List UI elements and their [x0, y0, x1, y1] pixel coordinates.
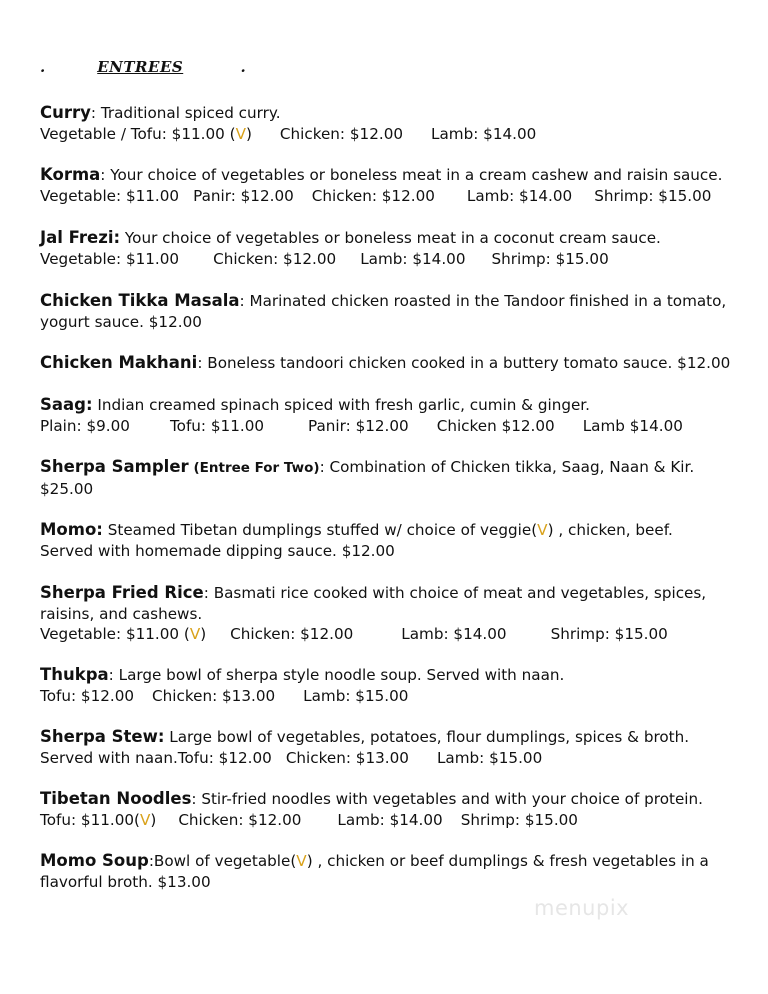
- price-chicken: Chicken: $13.00: [152, 686, 276, 705]
- item-description: Large bowl of vegetables, potatoes, flour dumplings, spices & broth.: [164, 728, 690, 746]
- price-shrimp: Shrimp: $15.00: [491, 249, 609, 268]
- vegan-marker: V: [235, 124, 246, 143]
- item-note: (Entree For Two): [193, 460, 320, 476]
- section-header: [40, 58, 246, 76]
- item-name: Curry: [40, 103, 91, 122]
- menu-item-jal-frezi: [40, 228, 740, 269]
- vegan-marker: V: [537, 521, 548, 539]
- item-description: : Traditional spiced curry.: [90, 104, 281, 122]
- header-trail-dot: .: [240, 58, 247, 76]
- price-lamb: Lamb: $14.00: [360, 249, 466, 268]
- price-vegetable-tofu: Vegetable / Tofu: $11.00 (: [40, 124, 236, 143]
- price-vegetable: Vegetable: $11.00: [40, 249, 180, 268]
- price-panir: Panir: $12.00: [193, 186, 294, 205]
- price-shrimp: Shrimp: $15.00: [594, 186, 712, 205]
- price-lamb: Lamb: $14.00: [401, 625, 507, 643]
- vegan-marker: V: [189, 625, 201, 643]
- item-name: Momo Soup: [40, 851, 149, 870]
- paren-close: ): [200, 625, 207, 643]
- item-description: Your choice of vegetables or boneless meat in a coconut cream sauce.: [120, 229, 661, 247]
- price-panir: Panir: $12.00: [308, 416, 409, 435]
- item-description: : Stir-fried noodles with vegetables and with your choice of protein.: [191, 790, 703, 808]
- item-name: Chicken Makhani: [40, 353, 198, 372]
- item-description-end: ) , chicken, beef.: [547, 521, 673, 539]
- price-lamb: Lamb: $14.00: [431, 124, 537, 143]
- menupix-watermark: menupix: [534, 896, 630, 920]
- price-chicken: Chicken: $12.00: [230, 625, 354, 643]
- menu-item-sherpa-sampler: [40, 457, 740, 499]
- item-price: $25.00: [40, 479, 94, 498]
- item-name: Sherpa Fried Rice: [40, 583, 204, 602]
- price-shrimp: Shrimp: $15.00: [460, 810, 578, 829]
- menu-item-sherpa-fried-rice: [40, 583, 740, 645]
- price-vegetable: Vegetable: $11.00: [40, 186, 180, 205]
- item-description-end: ) , chicken or beef dumplings & fresh vegetables in a: [306, 852, 709, 870]
- vegan-marker: V: [139, 810, 151, 829]
- menu-item-chicken-makhani: [40, 353, 740, 374]
- header-lead-dot: .: [40, 58, 46, 76]
- price-lamb: Lamb $14.00: [582, 416, 683, 435]
- price-lamb: Lamb: $14.00: [337, 810, 443, 829]
- item-description: Steamed Tibetan dumplings stuffed w/ choice of veggie(: [102, 521, 538, 539]
- paren-close: ): [245, 124, 252, 143]
- item-description: Indian creamed spinach spiced with fresh garlic, cumin & ginger.: [92, 396, 590, 414]
- menu-item-thukpa: [40, 665, 740, 706]
- menu-item-korma: [40, 165, 740, 206]
- item-description: :Bowl of vegetable(: [148, 852, 297, 870]
- menu-item-chicken-tikka-masala: [40, 291, 740, 332]
- price-chicken: Chicken: $12.00: [213, 249, 337, 268]
- price-lamb: Lamb: $15.00: [436, 748, 543, 767]
- menu-item-momo: [40, 520, 740, 561]
- price-tofu: Tofu: $11.00: [169, 416, 265, 435]
- item-description-cont: flavorful broth. $13.00: [40, 872, 211, 891]
- paren-close: ): [150, 810, 157, 829]
- price-chicken: Chicken: $13.00: [285, 748, 409, 767]
- price-tofu: Tofu: $11.00(: [40, 810, 140, 829]
- menu-item-saag: [40, 395, 740, 436]
- item-description: : Large bowl of sherpa style noodle soup. Served with naan.: [108, 666, 565, 684]
- item-description-cont: yogurt sauce. $12.00: [40, 312, 202, 331]
- menu-item-curry: [40, 103, 740, 144]
- item-name: Sherpa Sampler: [40, 457, 189, 476]
- item-name: Momo:: [40, 520, 103, 539]
- item-name: Thukpa: [40, 665, 109, 684]
- price-lamb: Lamb: $15.00: [303, 686, 409, 705]
- item-name: Chicken Tikka Masala: [40, 291, 240, 310]
- item-name: Sherpa Stew:: [40, 727, 165, 746]
- item-description-cont: raisins, and cashews.: [40, 604, 203, 623]
- item-name: Korma: [40, 165, 101, 184]
- menu-item-tibetan-noodles: [40, 789, 740, 830]
- price-chicken: Chicken: $12.00: [279, 124, 404, 143]
- price-tofu: Tofu: $12.00: [40, 686, 135, 705]
- item-description: : Your choice of vegetables or boneless meat in a cream cashew and raisin sauce.: [100, 166, 723, 184]
- item-description-cont: Served with homemade dipping sauce. $12.00: [40, 541, 395, 560]
- price-lamb: Lamb: $14.00: [466, 186, 573, 205]
- menu-item-momo-soup: [40, 851, 740, 892]
- item-description: : Boneless tandoori chicken cooked in a buttery tomato sauce. $12.00: [197, 354, 731, 372]
- price-chicken: Chicken: $12.00: [178, 810, 302, 829]
- price-vegetable: Vegetable: $11.00 (: [40, 625, 190, 643]
- item-name: Tibetan Noodles: [40, 789, 192, 808]
- price-chicken: Chicken: $12.00: [311, 186, 435, 205]
- item-name: Saag:: [40, 395, 93, 414]
- price-shrimp: Shrimp: $15.00: [550, 625, 668, 643]
- price-chicken: Chicken $12.00: [436, 416, 555, 435]
- item-name: Jal Frezi:: [40, 228, 121, 247]
- vegan-marker: V: [296, 852, 307, 870]
- item-description: : Basmati rice cooked with choice of meat and vegetables, spices,: [203, 584, 707, 602]
- item-description: : Combination of Chicken tikka, Saag, Naan & Kir.: [319, 458, 695, 476]
- price-tofu: Served with naan.Tofu: $12.00: [40, 748, 272, 767]
- section-title: ENTREES: [97, 58, 184, 76]
- menu-item-sherpa-stew: [40, 727, 740, 768]
- price-plain: Plain: $9.00: [40, 416, 130, 435]
- item-description: : Marinated chicken roasted in the Tandoor finished in a tomato,: [239, 292, 727, 310]
